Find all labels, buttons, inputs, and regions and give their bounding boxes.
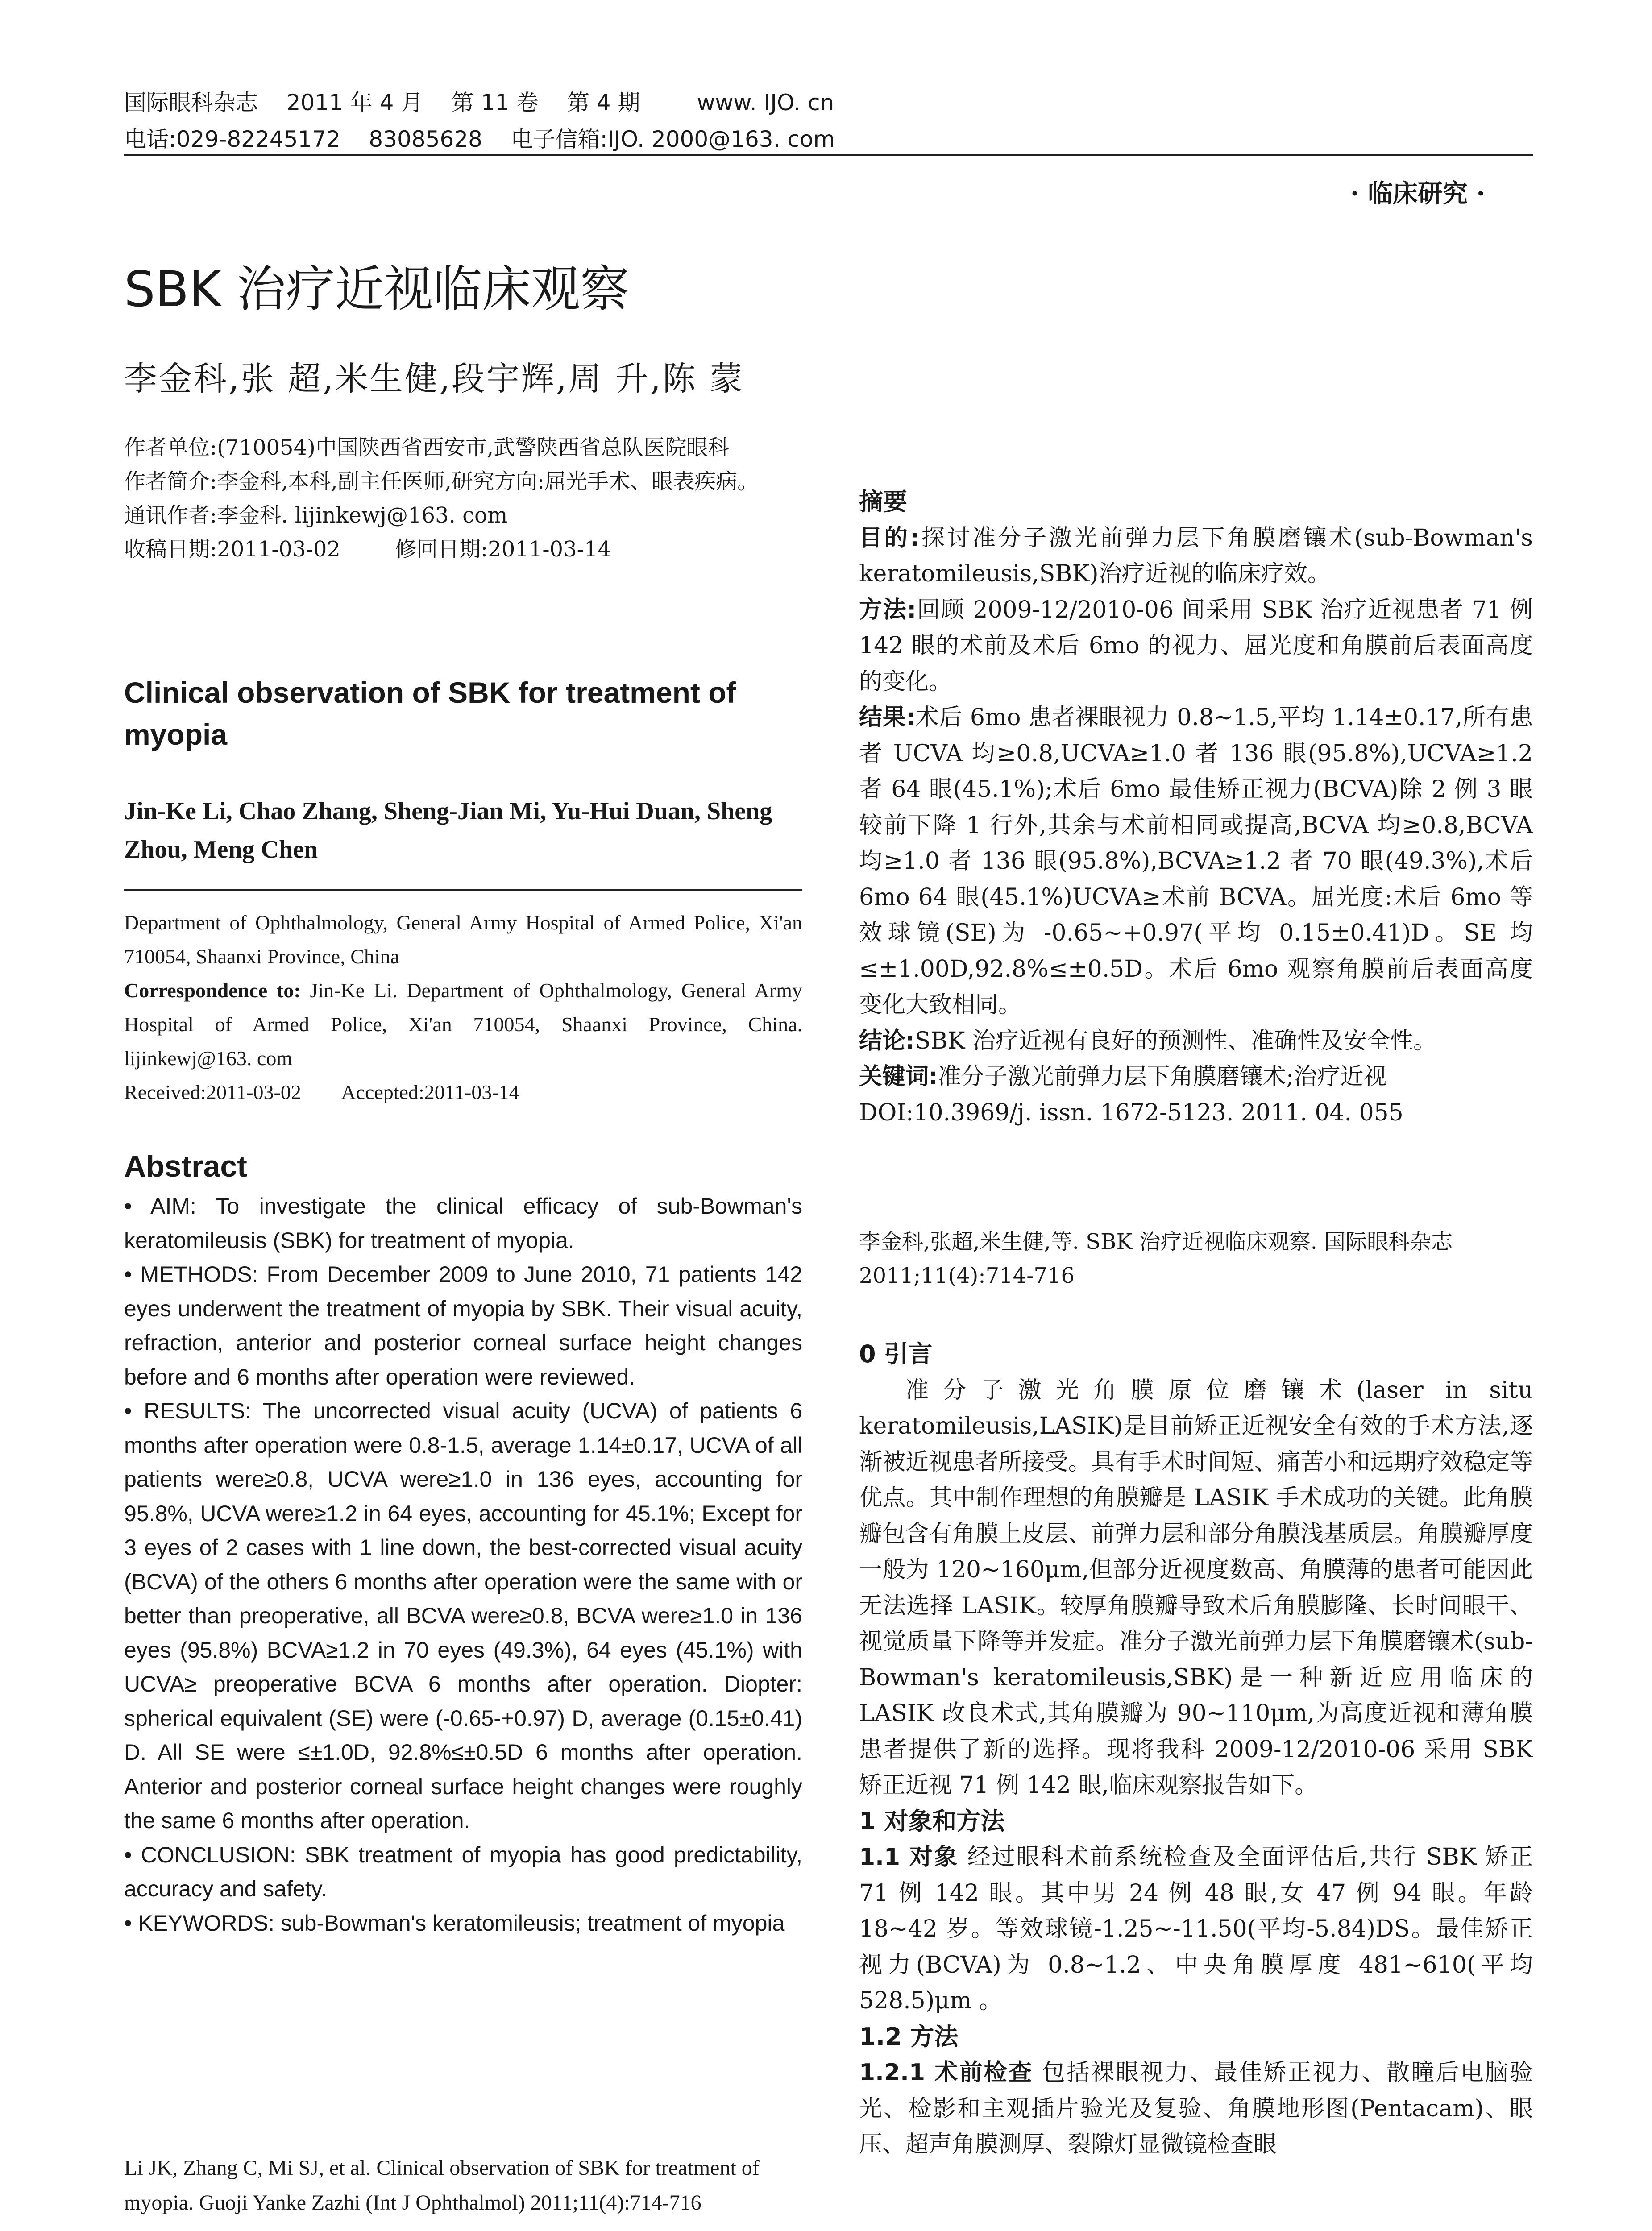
chinese-abstract [859,484,1533,1131]
cn-results [859,700,1533,1023]
english-citation: Li JK, Zhang C, Mi SJ, et al. Clinical observation of SBK for treatment of myopia. Guoji Yanke Zazhi (Int J Ophthalmol) 2011;11(4):714-716 [124,2156,760,2214]
subjects-text: 经过眼科术前系统检查及全面评估后,共行 SBK 矫正 71 例 142 眼。其中男 24 例 48 眼,女 47 例 94 眼。年龄 18~42 岁。等效球镜-1.25~-11.50(平均-5.84)DS。最佳矫正视力(BCVA)为 0.8~1.2、中央角膜厚度 481~610(平均 528.5)μm 。 [859,1844,1533,2014]
cn-conclusion-label: 结论: [859,1027,915,1054]
abstract-results: • RESULTS: The uncorrected visual acuity (UCVA) of patients 6 months after operation were 0.8-1.5, average 1.14±0.17, UCVA of all patients were≥0.8, UCVA were≥1.0 in 136 eyes, accounting for 95.8%, UCVA were≥1.2 in 64 eyes, accounting for 45.1%; Except for 3 eyes of 2 cases with 1 line down, the best-corrected visual acuity (BCVA) of the others 6 months after operation were the same with or better than preoperative, all BCVA were≥0.8, BCVA were≥1.0 in 136 eyes (95.8%) BCVA≥1.2 in 70 eyes (49.3%), 64 eyes (45.1%) with UCVA≥ preoperative BCVA 6 months after operation. Diopter: spherical equivalent (SE) were (-0.65-+0.97) D, average (0.15±0.41) D. All SE were ≤±1.0D, 92.8%≤±0.5D 6 months after operation. Anterior and posterior corneal surface height changes were roughly the same 6 months after operation. [124,1398,802,1833]
correspondence-label: Correspondence to: [124,979,301,1002]
cn-conclusion-text: SBK 治疗近视有良好的预测性、准确性及安全性。 [914,1027,1437,1054]
preop-text: 包括裸眼视力、最佳矫正视力、散瞳后电脑验光、检影和主观插片验光及复验、角膜地形图(Pentacam)、眼压、超声角膜测厚、裂隙灯显微镜检查眼 [859,2059,1533,2158]
author-bio-cn: 作者简介:李金科,本科,副主任医师,研究方向:屈光手术、眼表疾病。 [124,469,759,494]
cn-keywords-label: 关键词: [859,1063,938,1090]
cn-aim-text: 探讨准分子激光前弹力层下角膜磨镶术(sub-Bowman's keratomileusis,SBK)治疗近视的临床疗效。 [859,524,1533,587]
author-affiliation-cn: 作者单位:(710054)中国陕西省西安市,武警陕西省总队医院眼科 [124,435,730,460]
authors: 李金科,张 超,米生健,段宇辉,周 升,陈 蒙 [124,360,745,398]
doi: DOI:10.3969/j. issn. 1672-5123. 2011. 04. 055 [859,1099,1403,1126]
methods-heading: 1 对象和方法 [859,1807,1005,1835]
chinese-citation: 李金科,张超,米生健,等. SBK 治疗近视临床观察. 国际眼科杂志 2011;11(4):714-716 [859,1229,1453,1288]
dates-cn: 收稿日期:2011-03-02 修回日期:2011-03-14 [124,537,611,562]
cn-results-label: 结果: [859,704,915,731]
received-en: Received:2011-03-02 Accepted:2011-03-14 [124,1081,519,1103]
methods-preop [859,2055,1533,2163]
english-title: Clinical observation of SBK for treatment of myopia [124,676,736,751]
journal-header-line1: 国际眼科杂志 2011 年 4 月 第 11 卷 第 4 期 www. IJO. cn [124,90,834,116]
abstract-conclusion: • CONCLUSION: SBK treatment of myopia has good predictability, accuracy and safety. [124,1842,802,1901]
abstract-keywords: • KEYWORDS: sub-Bowman's keratomileusis; treatment of myopia [124,1910,785,1936]
abstract-aim: • AIM: To investigate the clinical efficacy of sub-Bowman's keratomileusis (SBK) for treatment of myopia. [124,1194,802,1253]
cn-aim [859,520,1533,592]
abstract-methods: • METHODS: From December 2009 to June 2010, 71 patients 142 eyes underwent the treatment of myopia by SBK. Their visual acuity, refraction, anterior and posterior corneal surface height changes before and 6 months after operation were reviewed. [124,1262,802,1389]
english-authors: Jin-Ke Li, Chao Zhang, Sheng-Jian Mi, Yu-Hui Duan, Sheng Zhou, Meng Chen [124,797,772,863]
cn-keywords [859,1059,1533,1095]
cn-abstract-heading: 摘要 [859,488,907,516]
subjects-label: 1.1 对象 [859,1844,959,1870]
affiliation-rule [124,889,802,891]
cn-keywords-text: 准分子激光前弹力层下角膜磨镶术;治疗近视 [938,1063,1387,1090]
cn-methods-text: 回顾 2009-12/2010-06 间采用 SBK 治疗近视患者 71 例 142 眼的术前及术后 6mo 的视力、屈光度和角膜前后表面高度的变化。 [859,596,1533,695]
header-rule [124,154,1533,156]
journal-header-line2: 电话:029-82245172 83085628 电子信箱:IJO. 2000@163. com [124,126,835,152]
page-title: SBK 治疗近视临床观察 [124,261,630,318]
english-affiliation [124,906,802,1109]
cn-conclusion [859,1023,1533,1059]
abstract-body [124,1189,802,1940]
cn-methods [859,592,1533,700]
intro-body: 准分子激光角膜原位磨镶术(laser in situ keratomileusis,LASIK)是目前矫正近视安全有效的手术方法,逐渐被近视患者所接受。具有手术时间短、痛苦小和远期疗效稳定等优点。其中制作理想的角膜瓣是 LASIK 手术成功的关键。此角膜瓣包含有角膜上皮层、前弹力层和部分角膜浅基质层。角膜瓣厚度一般为 120~160μm,但部分近视度数高、角膜薄的患者可能因此无法选择 LASIK。较厚角膜瓣导致术后角膜膨隆、长时间眼干、视觉质量下降等并发症。准分子激光前弹力层下角膜磨镶术(sub-Bowman's keratomileusis,SBK)是一种新近应用临床的 LASIK 改良术式,其角膜瓣为 90~110μm,为高度近视和薄角膜患者提供了新的选择。现将我科 2009-12/2010-06 采用 SBK 矫正近视 71 例 142 眼,临床观察报告如下。 [859,1377,1533,1799]
abstract-heading: Abstract [124,1149,247,1183]
preop-label: 1.2.1 术前检查 [859,2059,1034,2086]
correspondence-text: Jin-Ke Li. Department of Ophthalmology, General Army Hospital of Armed Police, Xi'an 710054, Shaanxi Province, China. lijinkewj@163. com [124,979,802,1070]
intro-heading: 0 引言 [859,1340,933,1368]
cn-aim-label: 目的: [859,524,919,552]
correspondence-en [124,974,802,1075]
introduction [859,1336,1533,2163]
section-tag: · 临床研究 · [1350,179,1485,208]
methods-subjects [859,1839,1533,2019]
corresponding-author-cn: 通讯作者:李金科. lijinkewj@163. com [124,503,508,528]
author-info [124,431,802,566]
cn-results-text: 术后 6mo 患者裸眼视力 0.8~1.5,平均 1.14±0.17,所有患者 UCVA 均≥0.8,UCVA≥1.0 者 136 眼(95.8%),UCVA≥1.2 者 64 眼(45.1%);术后 6mo 最佳矫正视力(BCVA)除 2 例 3 眼较前下降 1 行外,其余与术前相同或提高,BCVA 均≥0.8,BCVA 均≥1.0 者 136 眼(95.8%),BCVA≥1.2 者 70 眼(49.3%),术后 6mo 64 眼(45.1%)UCVA≥术前 BCVA。屈光度:术后 6mo 等效球镜(SE)为 -0.65~+0.97(平均 0.15±0.41)D。SE 均≤±1.00D,92.8%≤±0.5D。术后 6mo 观察角膜前后表面高度变化大致相同。 [859,704,1533,1018]
department-en: Department of Ophthalmology, General Army Hospital of Armed Police, Xi'an 710054, Shaanxi Province, China [124,911,802,968]
cn-methods-label: 方法: [859,596,917,623]
methods-subheading: 1.2 方法 [859,2022,959,2051]
